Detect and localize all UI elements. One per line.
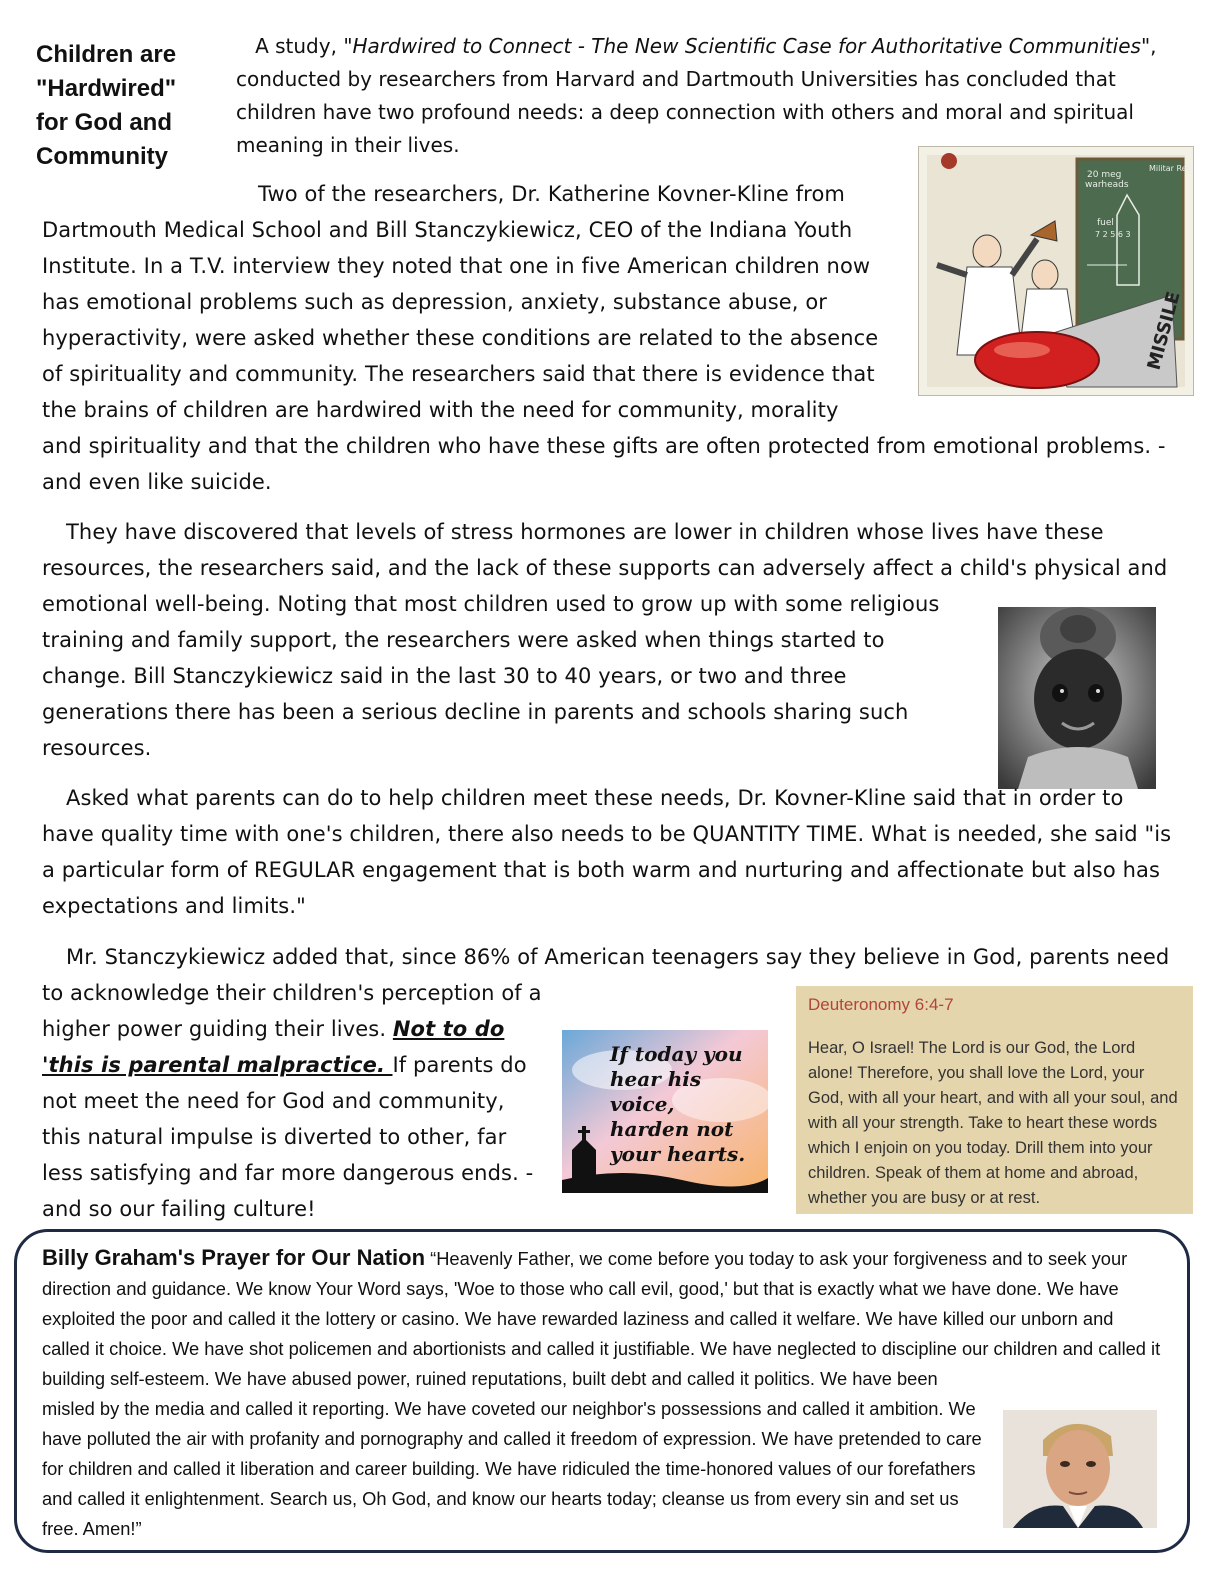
float-offset [1181, 939, 1182, 975]
cartoon-spacer [884, 176, 1182, 396]
paragraph-researchers [42, 176, 1182, 500]
deuteronomy-quote-box [796, 986, 1193, 1214]
intro-prefix: A study, [255, 34, 344, 58]
headline-line: for God and [36, 109, 172, 136]
intro-rest: , conducted by researchers from Harvard and Dartmouth Universities has concluded that children have two profound needs: a deep connection with others and moral and spiritual meaning in their lives. [236, 34, 1157, 157]
verse-card-illustration [562, 1030, 768, 1193]
intro-paragraph [236, 30, 1176, 162]
prayer-text: “Heavenly Father, we come before you today to ask your forgiveness and to seek your direction and guidance. We know Your Word says, 'Woe to those who call evil, good,' but that is exactly what we have done. We have exploited the poor and called it the lottery or casino. We have rewarded laziness and called it welfare. We have killed our unborn and called it choice. We have shot policemen and abortionists and called it justifiable. We have neglected to discipline our children and called it building self-esteem. We have abused power, ruined reputations, built debt and called it politics. We have been misled by the media and called it reporting. We have coveted our neighbor's possessions and called it ambition. We have polluted the air with profanity and pornography and called it freedom of expression. We have pretended to care for children and called it liberation and career building. We have ridiculed the time-honored values of our forefathers and called it enlightenment. Search us, Oh God, and know our hearts today; cleanse us from every sin and set us free. Amen!” [42, 1248, 1161, 1539]
billy-graham-photo [1003, 1410, 1157, 1528]
headline-line: Children are [36, 41, 177, 68]
paragraph-text: They have discovered that levels of stress hormones are lower in children whose lives have these resources, the researchers said, and the lack of these supports can adversely affect a child's physical and emotional well-being. Noting that most children used to grow up with some religious training and family support, the researchers were asked when things started to change. Bill Stanczykiewicz said in the last 30 to 40 years, or two and three generations there has been a serious decline in parents and schools sharing such resources. [42, 520, 1168, 760]
deuteronomy-title: Deuteronomy 6:4-7 [808, 995, 954, 1014]
emphasis-malpractice: Not to do 'this is parental malpractice. [42, 1017, 505, 1077]
photo-spacer [964, 586, 1182, 766]
headline-line: Community [36, 143, 168, 170]
paragraph-stress-hormones [42, 514, 1182, 766]
board-text: warheads [1085, 180, 1129, 190]
missile-label: MISSILE [1143, 289, 1185, 373]
verse-card-image [562, 1030, 768, 1193]
paragraph-text: Asked what parents can do to help children meet these needs, Dr. Kovner-Kline said that in order to have quality time with one's children, there also needs to be QUANTITY TIME. What is needed, she said "is a particular form of REGULAR engagement that is both warm and nurturing and affectionate but also has expectations and limits." [42, 786, 1172, 918]
board-text: 7 2 5 6 3 [1095, 230, 1131, 239]
float-offset [1161, 1243, 1162, 1393]
board-text: 20 meg [1087, 170, 1122, 180]
paragraph-parents-quantity-time [42, 780, 1182, 924]
board-text: Militar Res [1149, 164, 1191, 173]
paragraph-text: Mr. Stanczykiewicz added that, since 86% of American teenagers say they believe in God, parents need to acknowledge their children's perception of a higher power guiding their lives. [42, 945, 1170, 1041]
study-title: "Hardwired to Connect - The New Scientific Case for Authoritative Communities" [343, 34, 1151, 58]
prayer-section [42, 1243, 1162, 1544]
board-text: fuel [1097, 218, 1114, 228]
prayer-title: Billy Graham's Prayer for Our Nation [42, 1245, 426, 1270]
portrait-illustration [1003, 1410, 1157, 1528]
verse-text: If today you hear his voice, harden not your hearts. [610, 1042, 746, 1166]
article-headline [36, 38, 206, 174]
indent-spacer [42, 176, 258, 212]
deuteronomy-text: Hear, O Israel! The Lord is our God, the Lord alone! Therefore, you shall love the Lord, your God, with all your heart, and with all your soul, and with all your strength. Take to heart these words which I enjoin on you today. Drill them into your children. Speak of them at home and abroad, whether you are busy or at rest. [808, 1039, 1178, 1207]
paragraph-text: If parents do not meet the need for God and community, this natural impulse is diverted to other, far less satisfying and far more dangerous ends. -and so our failing culture! [42, 1053, 534, 1221]
paragraph-text: Two of the researchers, Dr. Katherine Kovner-Kline from Dartmouth Medical School and Bill Stanczykiewicz, CEO of the Indiana Youth Institute. In a T.V. interview they noted that one in five American children now has emotional problems such as depression, anxiety, substance abuse, or hyperactivity, were asked whether these conditions are related to the absence of spirituality and community. The researchers said that there is evidence that the brains of children are hardwired with the need for community, morality and spirituality and that the children who have these gifts are often protected from emotional problems. -and even like suicide. [42, 182, 1166, 494]
float-offset [1181, 514, 1182, 586]
headline-line: "Hardwired" [36, 75, 177, 102]
